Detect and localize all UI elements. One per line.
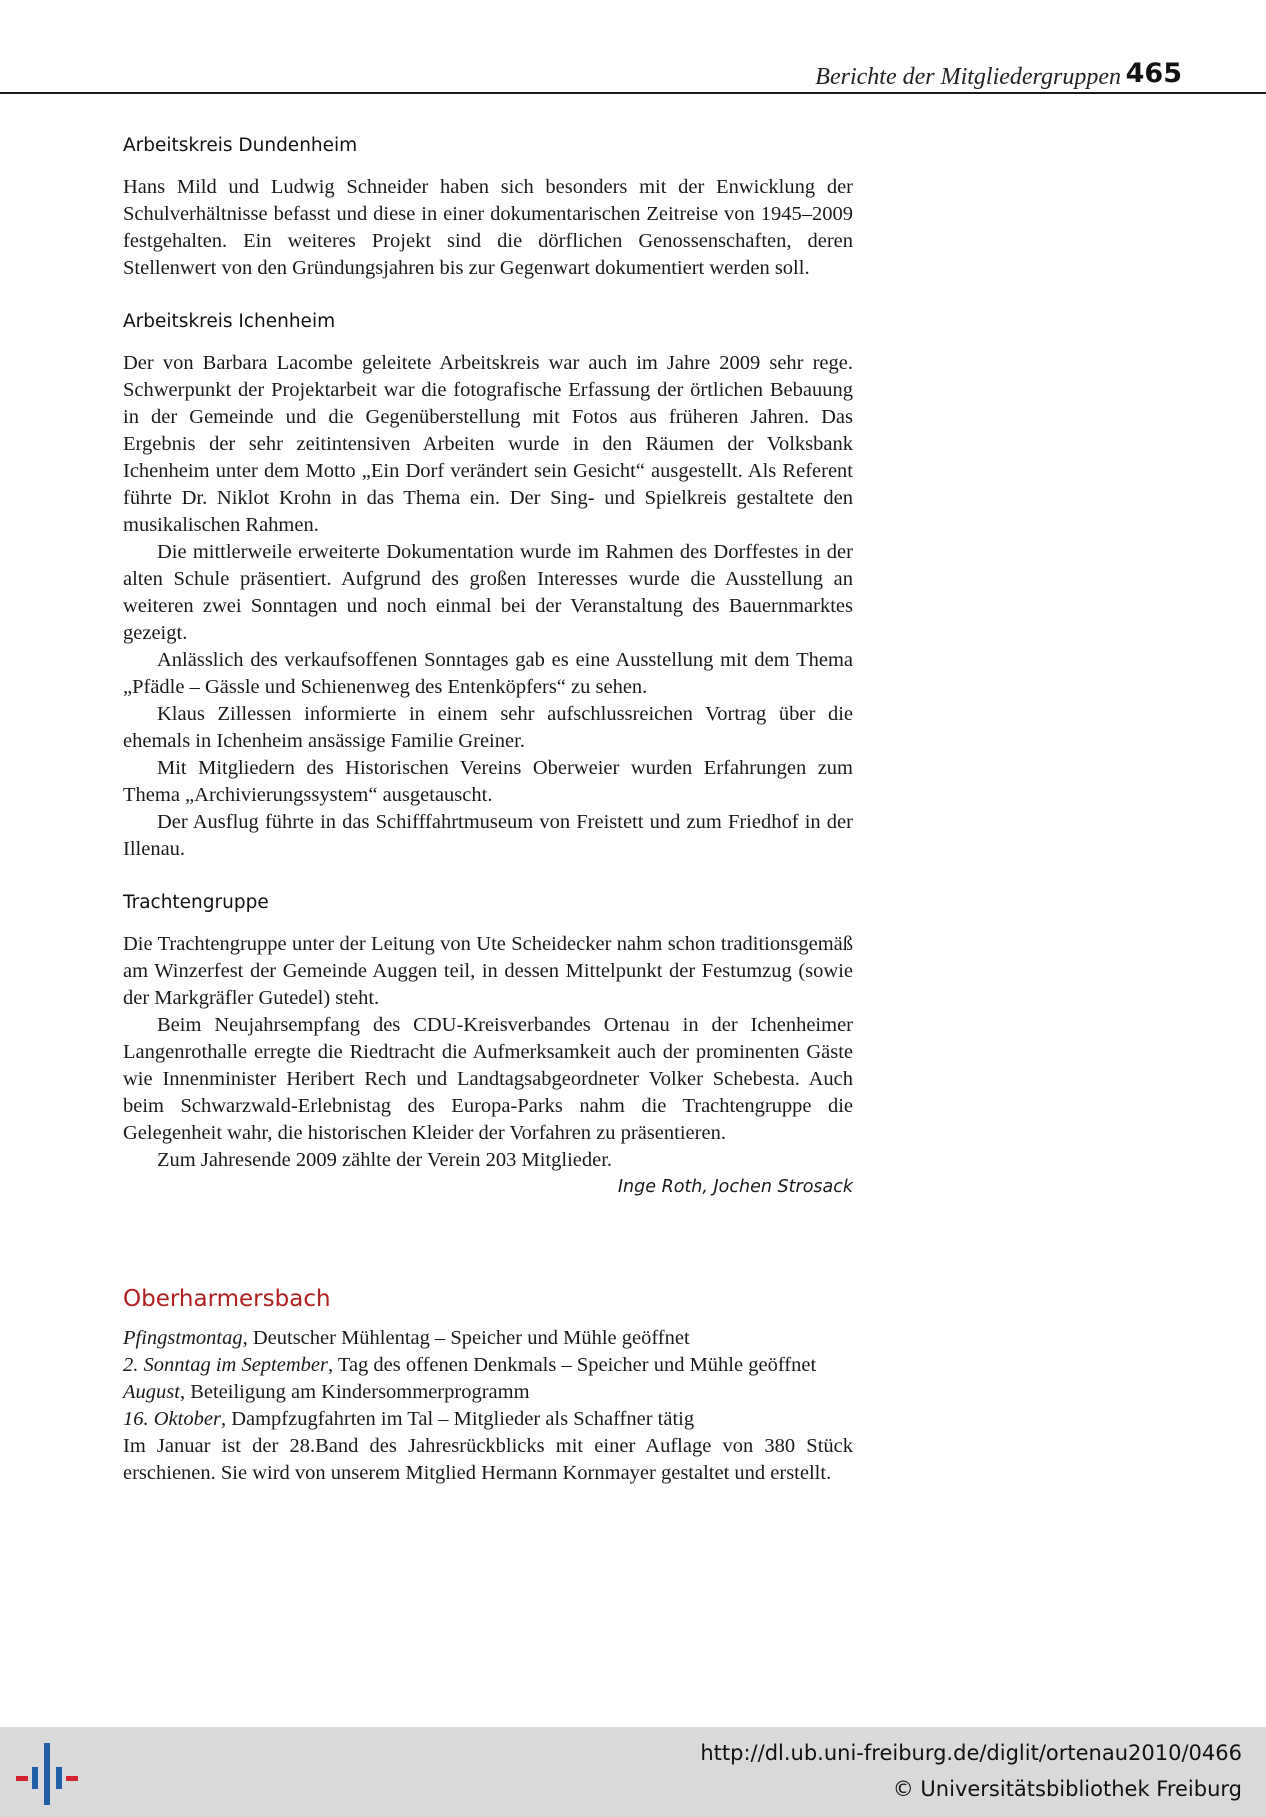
copyright-text: © Universitätsbibliothek Freiburg	[892, 1777, 1242, 1801]
paragraph: Hans Mild und Ludwig Schneider haben sich besonders mit der Enwicklung der Schulverhältnisse befasst und diese in einer dokumentarischen Zeitreise von 1945–2009 festgehalten. Ein weiteres Projekt sind die dörflichen Genossenschaften, deren Stellenwert von den Gründungsjahren bis zur Gegenwart dokumentiert werden soll.	[123, 176, 853, 279]
paragraph: Anlässlich des verkaufsoffenen Sonntages gab es eine Ausstellung mit dem Thema „Pfädle – Gässle und Schienenweg des Entenköpfers“ zu sehen.	[123, 649, 853, 698]
event-item	[123, 1352, 853, 1379]
paragraph: Beim Neujahrsempfang des CDU-Kreisverbandes Ortenau in der Ichenheimer Langenrothalle erregte die Riedtracht die Aufmerksamkeit auch der prominenten Gäste wie Innenminister Heribert Rech und Landtagsabgeordneter Volker Schebesta. Auch beim Schwarzwald-Erlebnistag des Europa-Parks nahm die Trachtengruppe die Gelegenheit wahr, die historischen Kleider der Vorfahren zu präsentieren.	[123, 1014, 853, 1144]
paragraph: Die mittlerweile erweiterte Dokumentation wurde im Rahmen des Dorffestes in der alten Schule präsentiert. Aufgrund des großen Interesses wurde die Ausstellung an weiteren zwei Sonntagen und noch einmal bei der Veranstaltung des Bauernmarktes gezeigt.	[123, 541, 853, 644]
heading-ichenheim: Arbeitskreis Ichenheim	[123, 311, 336, 332]
paragraph: Zum Jahresende 2009 zählte der Verein 203 Mitglieder.	[157, 1149, 613, 1171]
paragraph: Mit Mitgliedern des Historischen Vereins Oberweier wurden Erfahrungen zum Thema „Archivierungssystem“ ausgetauscht.	[123, 757, 853, 806]
heading-oberharmersbach: Oberharmersbach	[123, 1286, 331, 1312]
event-item	[123, 1379, 853, 1406]
footer-bar	[0, 1727, 1266, 1817]
event-item	[123, 1406, 853, 1433]
event-date: 16. Oktober	[123, 1408, 221, 1430]
page-number: 465	[1125, 58, 1182, 89]
running-header	[0, 56, 1266, 94]
event-date: August	[123, 1381, 180, 1403]
heading-trachtengruppe: Trachtengruppe	[123, 892, 269, 913]
source-url-link[interactable]: http://dl.ub.uni-freiburg.de/diglit/ortenau2010/0466	[700, 1741, 1242, 1765]
author-signature: Inge Roth, Jochen Strosack	[617, 1177, 853, 1197]
event-text: , Dampfzugfahrten im Tal – Mitglieder als Schaffner tätig	[220, 1408, 695, 1430]
heading-dundenheim: Arbeitskreis Dundenheim	[123, 135, 358, 156]
page-body	[123, 132, 853, 1487]
event-date: 2. Sonntag im September	[123, 1354, 328, 1376]
paragraph: Der von Barbara Lacombe geleitete Arbeitskreis war auch im Jahre 2009 sehr rege. Schwerpunkt der Projektarbeit war die fotografische Erfassung der örtlichen Bebauung in der Gemeinde und die Gegenüberstellung mit Fotos aus früheren Jahren. Das Ergebnis der sehr zeitintensiven Arbeiten wurde in den Räumen der Volksbank Ichenheim unter dem Motto „Ein Dorf verändert sein Gesicht“ ausgestellt. Als Referent führte Dr. Niklot Krohn in das Thema ein. Der Sing- und Spielkreis gestaltete den musikalischen Rahmen.	[123, 352, 853, 536]
event-text: , Tag des offenen Denkmals – Speicher und Mühle geöffnet	[327, 1354, 817, 1376]
paragraph: Klaus Zillessen informierte in einem sehr aufschlussreichen Vortrag über die ehemals in Ichenheim ansässige Familie Greiner.	[123, 703, 853, 752]
event-item	[123, 1325, 853, 1352]
paragraph: Im Januar ist der 28.Band des Jahresrückblicks mit einer Auflage von 380 Stück erschienen. Sie wird von unserem Mitglied Hermann Kornmayer gestaltet und erstellt.	[123, 1435, 853, 1484]
event-text: , Beteiligung am Kindersommerprogramm	[179, 1381, 530, 1403]
event-date: Pfingstmontag	[123, 1327, 243, 1349]
paragraph: Die Trachtengruppe unter der Leitung von Ute Scheidecker nahm schon traditionsgemäß am Winzerfest der Gemeinde Auggen teil, in dessen Mittelpunkt der Festumzug (sowie der Markgräfler Gutedel) steht.	[123, 933, 853, 1009]
running-title: Berichte der Mitgliedergruppen	[815, 64, 1121, 90]
university-library-logo	[14, 1741, 80, 1807]
paragraph: Der Ausflug führte in das Schifffahrtmuseum von Freistett und zum Friedhof in der Illenau.	[123, 811, 853, 860]
event-text: , Deutscher Mühlentag – Speicher und Mühle geöffnet	[242, 1327, 690, 1349]
